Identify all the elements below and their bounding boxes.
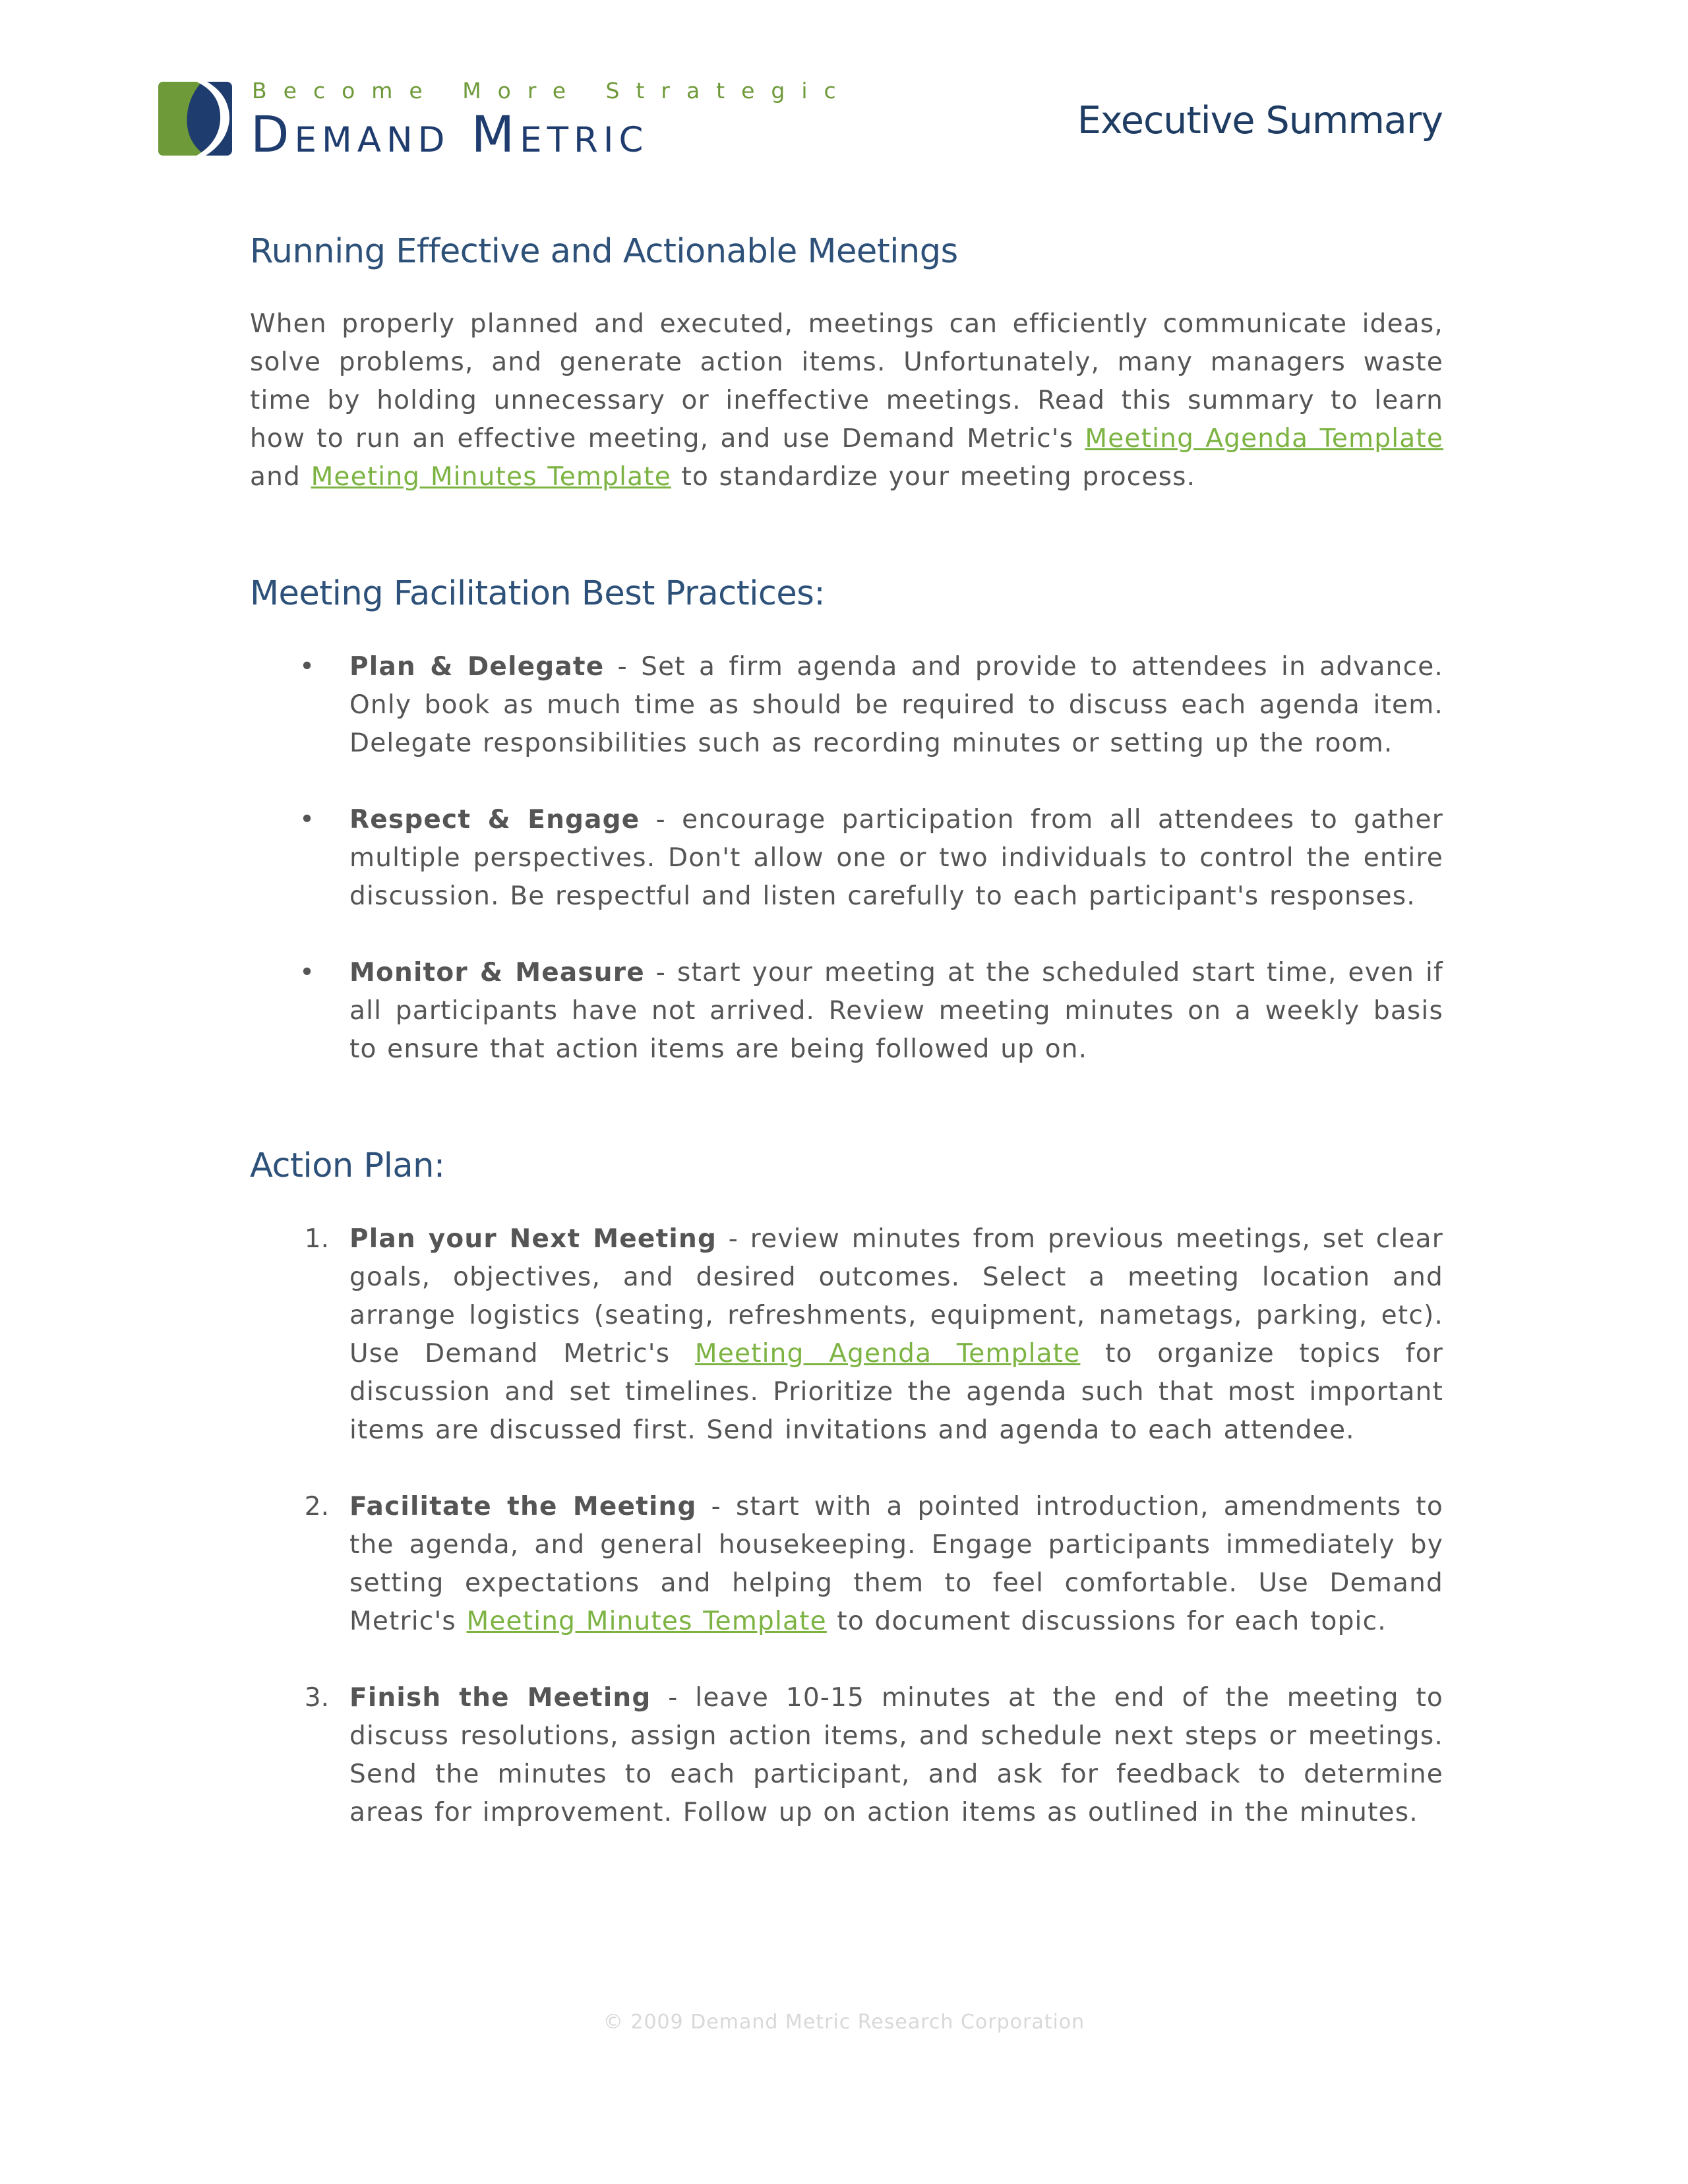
list-item-text (349, 1679, 1443, 1832)
meeting-minutes-template-link[interactable]: Meeting Minutes Template (466, 1607, 827, 1636)
list-item-body-end: to document discussions for each topic. (826, 1607, 1387, 1636)
bullet-marker: • (299, 805, 315, 835)
list-item-body: - leave 10-15 minutes at the end of the meeting to discuss resolutions, assign action items, and schedule next steps or meetings. Send the minutes to each participant, and ask for feedback to determine areas for improvement. Follow up on action items as outlined in the minutes. (349, 1683, 1443, 1827)
list-item-title: Facilitate the Meeting (349, 1492, 697, 1521)
list-item-body: - review minutes from previous meetings, set clear goals, objectives, and desired outcomes. Select a meeting location and arrange logistics (seating, refreshments, equipment, nametags, parking, etc). Use Demand Metric's (349, 1224, 1443, 1369)
list-item-body: - Set a firm agenda and provide to attendees in advance. Only book as much time as should be required to discuss each agenda item. Delegate responsibilities such as recording minutes or setting up the room. (349, 652, 1444, 758)
meeting-agenda-template-link[interactable]: Meeting Agenda Template (1085, 424, 1444, 454)
bullet-marker: • (299, 652, 315, 682)
intro-paragraph (250, 305, 1443, 496)
list-item-text (349, 1488, 1443, 1641)
list-item-body-end: to organize topics for discussion and set timelines. Prioritize the agenda such that most important items are discussed first. Send invitations and agenda to each attendee. (349, 1339, 1444, 1445)
bullet-marker: • (299, 958, 315, 988)
intro-text-3: to standardize your meeting process. (671, 462, 1196, 492)
list-item-text (349, 801, 1443, 916)
logo-mark-icon (158, 82, 232, 156)
list-item-text (349, 648, 1443, 763)
list-item-title: Monitor & Measure (349, 958, 645, 988)
intro-text-2: and (250, 462, 311, 492)
demand-metric-logo (158, 78, 853, 163)
best-practices-list (250, 648, 1443, 1069)
list-item-body: - start your meeting at the scheduled start time, even if all participants have not arrived. Review meeting minutes on a weekly basis to ensure that action items are being followed up on. (349, 958, 1443, 1064)
list-item-title: Finish the Meeting (349, 1683, 651, 1713)
logo-wordmark: Demand Metric (251, 105, 649, 163)
copyright-footer: © 2009 Demand Metric Research Corporation (603, 2011, 1085, 2034)
document-body (250, 232, 1443, 1832)
list-item (250, 1220, 1443, 1450)
list-item (250, 954, 1443, 1069)
best-practices-heading: Meeting Facilitation Best Practices: (250, 574, 826, 613)
list-number: 1. (304, 1224, 329, 1254)
logo-tagline: Become More Strategic (252, 78, 853, 103)
list-number: 3. (304, 1683, 329, 1713)
page-title: Executive Summary (1077, 99, 1443, 142)
intro-heading: Running Effective and Actionable Meetings (250, 232, 958, 271)
list-item-text (349, 1220, 1443, 1450)
list-item-body: - encourage participation from all attendees to gather multiple perspectives. Don't allow one or two individuals to control the entire discussion. Be respectful and listen carefully to each participant's responses. (349, 805, 1443, 911)
list-item (250, 1488, 1443, 1641)
list-item-text (349, 954, 1443, 1069)
list-item-title: Respect & Engage (349, 805, 640, 835)
intro-text-1: When properly planned and executed, meetings can efficiently communicate ideas, solve problems, and generate action items. Unfortunately, many managers waste time by holding unnecessary or ineffective meetings. Read this summary to learn how to run an effective meeting, and use Demand Metric's (250, 309, 1443, 454)
meeting-minutes-template-link[interactable]: Meeting Minutes Template (311, 462, 671, 492)
list-item (250, 1679, 1443, 1832)
list-item (250, 801, 1443, 916)
meeting-agenda-template-link[interactable]: Meeting Agenda Template (694, 1339, 1081, 1369)
list-item-title: Plan & Delegate (349, 652, 605, 682)
action-plan-heading: Action Plan: (250, 1146, 445, 1185)
list-item (250, 648, 1443, 763)
list-item-title: Plan your Next Meeting (349, 1224, 717, 1254)
list-item-body: - start with a pointed introduction, amendments to the agenda, and general housekeeping. Engage participants immediately by setting expectations and helping them to feel comfortable. Use Demand Metric's (349, 1492, 1443, 1636)
action-plan-list (250, 1220, 1443, 1832)
list-number: 2. (304, 1492, 329, 1521)
